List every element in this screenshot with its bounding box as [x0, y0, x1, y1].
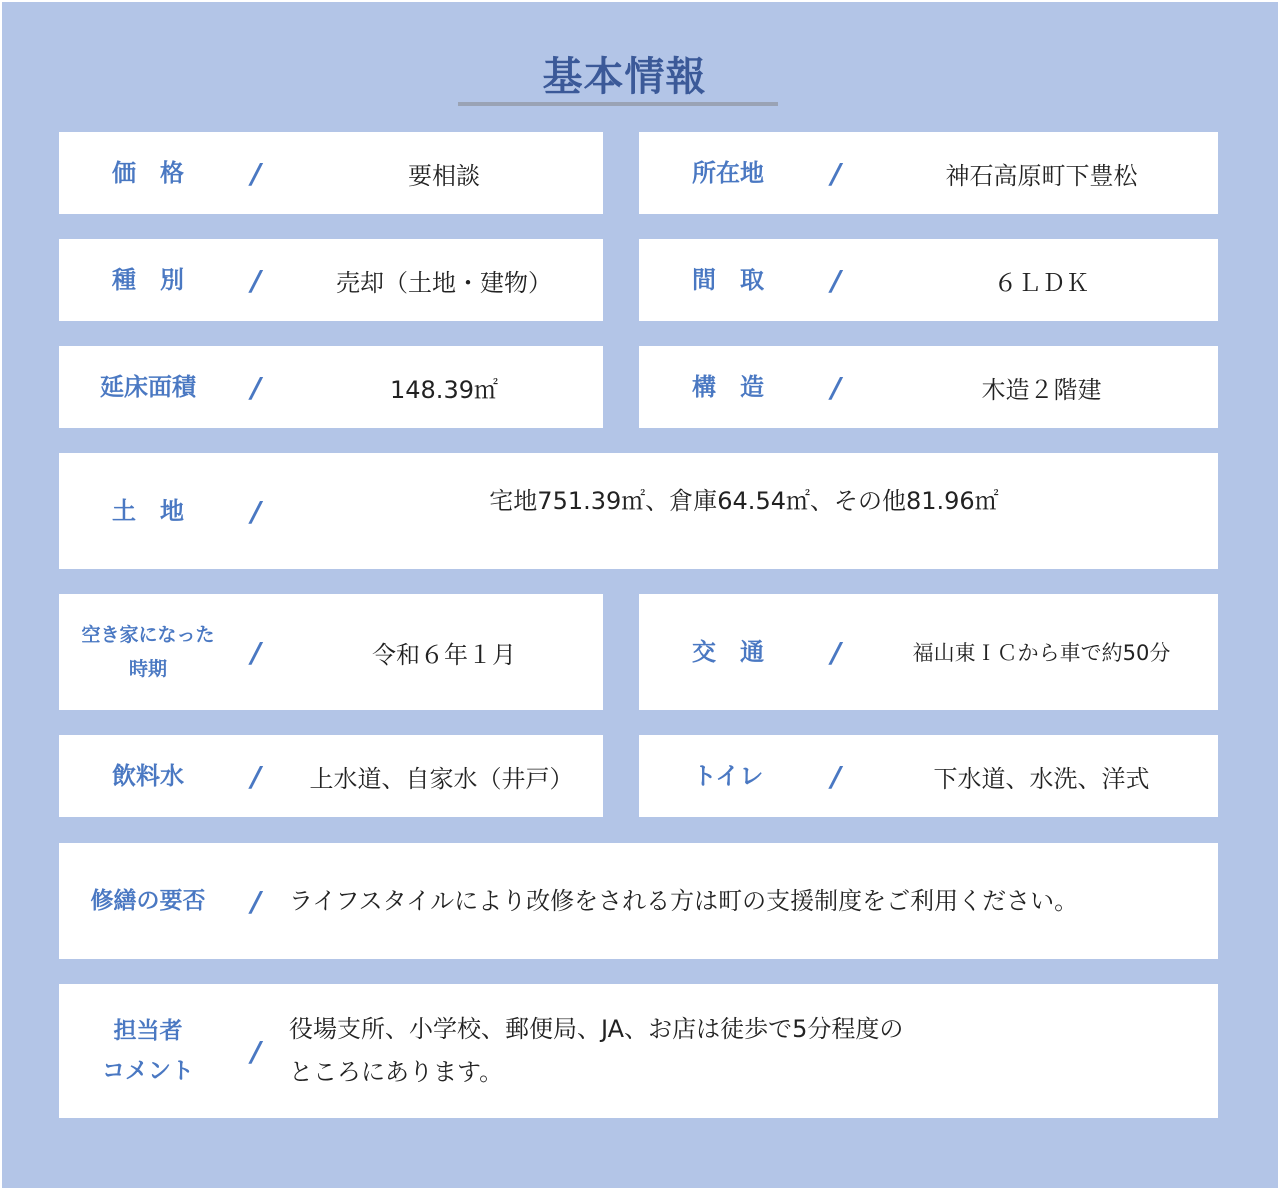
field-label: 空き家になった 時期 [81, 623, 215, 680]
field-structure [639, 346, 1218, 428]
field-vacant-since [59, 594, 603, 710]
field-value: 役場支所、小学校、郵便局、JA、お店は徒歩で5分程度の ところにあります。 [289, 1014, 904, 1086]
field-value: 下水道、水洗、洋式 [933, 764, 1150, 793]
field-label: 飲料水 [112, 762, 184, 790]
field-separator: / [251, 263, 262, 297]
field-price [59, 132, 603, 214]
field-transport [639, 594, 1218, 710]
field-label: トイレ [692, 762, 764, 790]
field-separator: / [831, 263, 842, 297]
title-underline [458, 102, 778, 106]
field-water [59, 735, 603, 817]
field-separator: / [831, 156, 842, 190]
field-separator: / [831, 370, 842, 404]
field-value: 木造２階建 [981, 375, 1102, 404]
field-type [59, 239, 603, 321]
field-toilet [639, 735, 1218, 817]
field-separator: / [251, 884, 262, 918]
page-title: 基本情報 [542, 54, 707, 100]
field-repair [59, 843, 1218, 959]
field-value: 要相談 [408, 161, 480, 190]
field-separator: / [251, 635, 262, 669]
field-label: 土 地 [112, 497, 184, 525]
field-separator: / [251, 1034, 262, 1068]
field-floor-area [59, 346, 603, 428]
field-land [59, 453, 1218, 569]
field-comment [59, 984, 1218, 1118]
field-separator: / [251, 494, 262, 528]
field-location [639, 132, 1218, 214]
field-separator: / [831, 635, 842, 669]
field-value: 宅地751.39㎡、倉庫64.54㎡、その他81.96㎡ [489, 486, 999, 515]
field-value: 上水道、自家水（井戸） [309, 764, 574, 793]
field-separator: / [251, 156, 262, 190]
field-layout [639, 239, 1218, 321]
field-separator: / [831, 759, 842, 793]
field-label: 構 造 [692, 373, 764, 401]
field-label: 担当者 コメント [102, 1017, 194, 1084]
field-label: 価 格 [112, 159, 184, 187]
field-label: 交 通 [692, 638, 764, 666]
field-value: 令和６年１月 [372, 640, 516, 669]
info-panel [2, 2, 1278, 1188]
field-separator: / [251, 759, 262, 793]
field-value: ライフスタイルにより改修をされる方は町の支援制度をご利用ください。 [289, 886, 1079, 915]
field-label: 修繕の要否 [90, 887, 206, 914]
field-value: 神石高原町下豊松 [945, 161, 1138, 190]
field-label: 延床面積 [100, 373, 196, 401]
field-value: 売却（土地・建物） [336, 268, 552, 297]
field-value: 148.39㎡ [390, 375, 498, 404]
field-separator: / [251, 370, 262, 404]
field-value: ６ＬＤＫ [993, 268, 1090, 297]
field-label: 種 別 [112, 266, 184, 294]
field-label: 所在地 [692, 159, 764, 187]
field-label: 間 取 [692, 266, 764, 294]
field-value: 福山東ＩＣから車で約50分 [912, 641, 1171, 665]
